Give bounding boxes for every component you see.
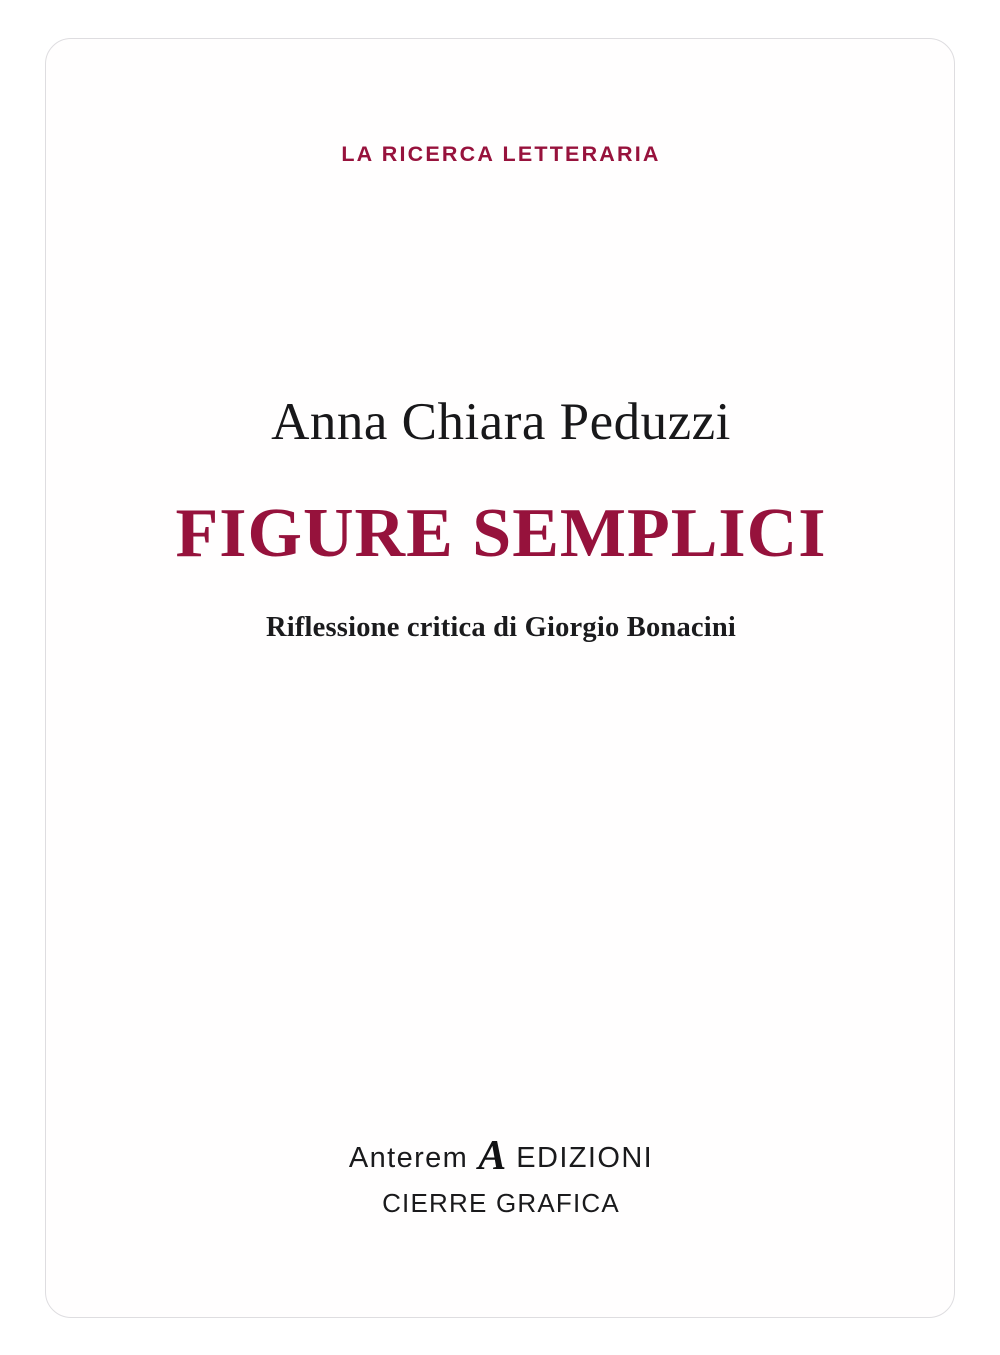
book-subtitle: Riflessione critica di Giorgio Bonacini <box>265 612 737 643</box>
publisher-name-right: EDIZIONI <box>516 1141 654 1174</box>
imprint-label: CIERRE GRAFICA <box>382 1188 620 1218</box>
book-title: FIGURE SEMPLICI <box>175 495 827 572</box>
publisher-block <box>46 1134 956 1219</box>
publisher-name-row <box>46 1134 956 1182</box>
author-name: Anna Chiara Peduzzi <box>271 393 731 451</box>
cover-frame <box>45 38 955 1318</box>
publisher-name-left: Anterem <box>348 1141 469 1174</box>
cover-content <box>46 39 956 1319</box>
anterem-monogram-icon: A <box>478 1133 507 1179</box>
series-label: LA RICERCA LETTERARIA <box>341 142 661 166</box>
